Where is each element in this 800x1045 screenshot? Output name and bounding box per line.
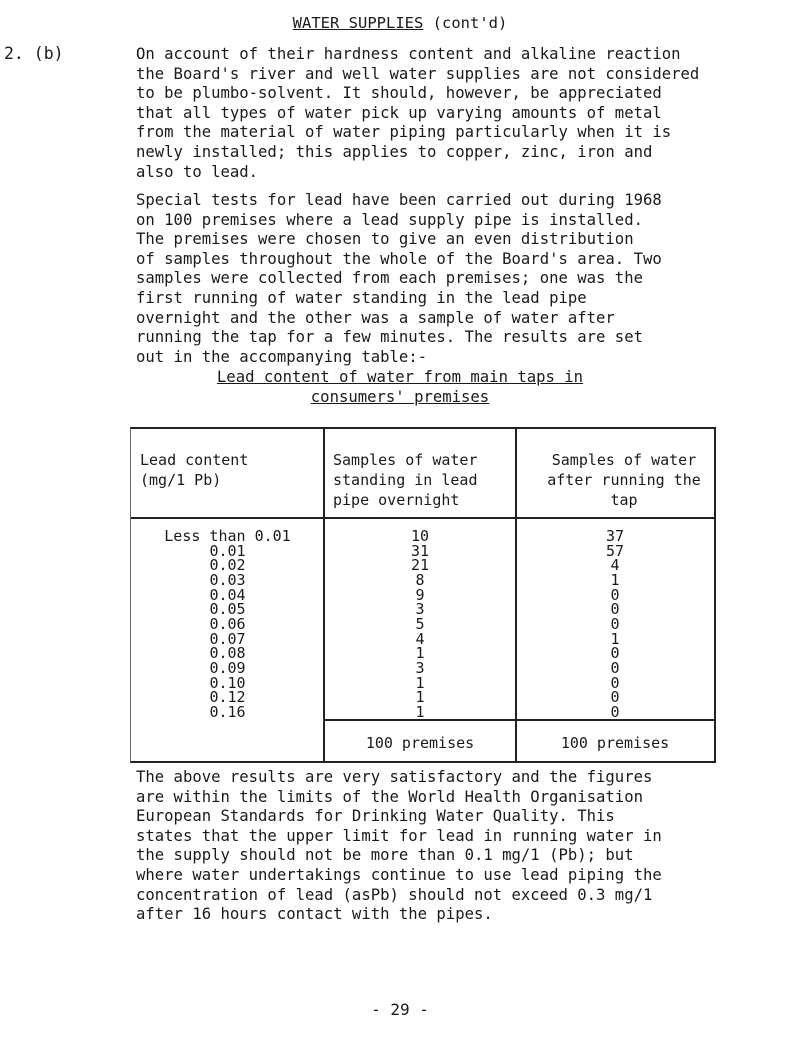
standing-count-cell: 3 [415, 658, 425, 677]
table-caption-line2: consumers' premises [310, 388, 490, 406]
lead-level-cell: 0.16 [209, 702, 246, 721]
paragraph-special-tests: Special tests for lead have been carried out during 1968 on 100 premises where a lead supply pipe is installed. The premises were chosen to give an even distribution of samples throughout the whole of the Board's area. Two samples were collected from each premises; one was the first running of water standing in the lead pipe overnight and the other was a sample of water after running the tap for a few minutes. The results are set out in the accompanying table:- [136, 191, 662, 366]
standing-count-cell: 21 [410, 556, 430, 575]
running-count-cell: 1 [610, 629, 620, 648]
lead-level-cell: 0.10 [209, 673, 246, 692]
running-count-cell: 0 [610, 702, 620, 721]
header-after-running: Samples of water after running the tap [547, 451, 701, 509]
standing-count-cell: 1 [415, 673, 425, 692]
standing-count-cell: 1 [415, 702, 425, 721]
running-count-cell: 0 [610, 600, 620, 619]
total-standing: 100 premises [365, 734, 475, 752]
header-rule [131, 517, 714, 519]
totals-row [131, 734, 714, 754]
header-lead-content: Lead content (mg/1 Pb) [140, 451, 249, 489]
standing-count-cell: 10 [410, 527, 430, 545]
lead-level-cell: 0.04 [209, 585, 246, 604]
lead-content-table [130, 427, 716, 763]
paragraph-plumbo-solvency: On account of their hardness content and alkaline reaction the Board's river and well water supplies are not considered to be plumbo-solvent. It should, however, be appreciated that all types of water pick up varying amounts of metal from the material of water piping particularly when it is newly installed; this applies to copper, zinc, iron and also to lead. [136, 45, 700, 181]
table-caption-line1: Lead content of water from main taps in [216, 368, 584, 386]
standing-count-cell: 31 [410, 541, 430, 560]
header-standing-overnight: Samples of water standing in lead pipe overnight [333, 451, 478, 509]
lead-level-cell: 0.07 [209, 629, 246, 648]
standing-count-cell: 5 [415, 614, 425, 633]
running-count-cell: 37 [605, 527, 625, 545]
running-count-cell: 1 [610, 570, 620, 589]
page-title [0, 14, 800, 32]
lead-level-cell: 0.08 [209, 644, 246, 663]
running-count-cell: 0 [610, 644, 620, 663]
running-count-cell: 0 [610, 688, 620, 707]
lead-level-cell: 0.09 [209, 658, 246, 677]
running-count-cell: 0 [610, 673, 620, 692]
standing-count-cell: 9 [415, 585, 425, 604]
lead-level-cell: 0.12 [209, 688, 246, 707]
lead-level-cell: 0.06 [209, 614, 246, 633]
running-count-cell: 0 [610, 658, 620, 677]
title-rest: (cont'd) [423, 14, 508, 32]
page-number: - 29 - [371, 1000, 429, 1019]
lead-level-cell: 0.03 [209, 570, 246, 589]
running-count-cell: 4 [610, 556, 620, 575]
total-running: 100 premises [560, 734, 670, 752]
running-count-cell: 0 [610, 614, 620, 633]
running-count-cell: 0 [610, 585, 620, 604]
standing-count-cell: 1 [415, 644, 425, 663]
table-row [131, 703, 714, 723]
running-count-cell: 57 [605, 541, 625, 560]
paragraph-conclusion: The above results are very satisfactory and the figures are within the limits of the World Health Organisation European Standards for Drinking Water Quality. This states that the upper limit for lead in running water in the supply should not be more than 0.1 mg/1 (Pb); but where water undertakings continue to use lead piping the concentration of lead (asPb) should not exceed 0.3 mg/1 after 16 hours contact with the pipes. [136, 768, 662, 924]
title-underlined: WATER SUPPLIES [292, 14, 424, 32]
standing-count-cell: 8 [415, 570, 425, 589]
section-number: 2. (b) [4, 44, 64, 63]
lead-level-cell: 0.02 [209, 556, 246, 575]
lead-level-cell: Less than 0.01 [164, 527, 291, 545]
lead-level-cell: 0.01 [209, 541, 246, 560]
lead-level-cell: 0.05 [209, 600, 246, 619]
standing-count-cell: 1 [415, 688, 425, 707]
table-caption [0, 367, 800, 407]
standing-count-cell: 4 [415, 629, 425, 648]
standing-count-cell: 3 [415, 600, 425, 619]
